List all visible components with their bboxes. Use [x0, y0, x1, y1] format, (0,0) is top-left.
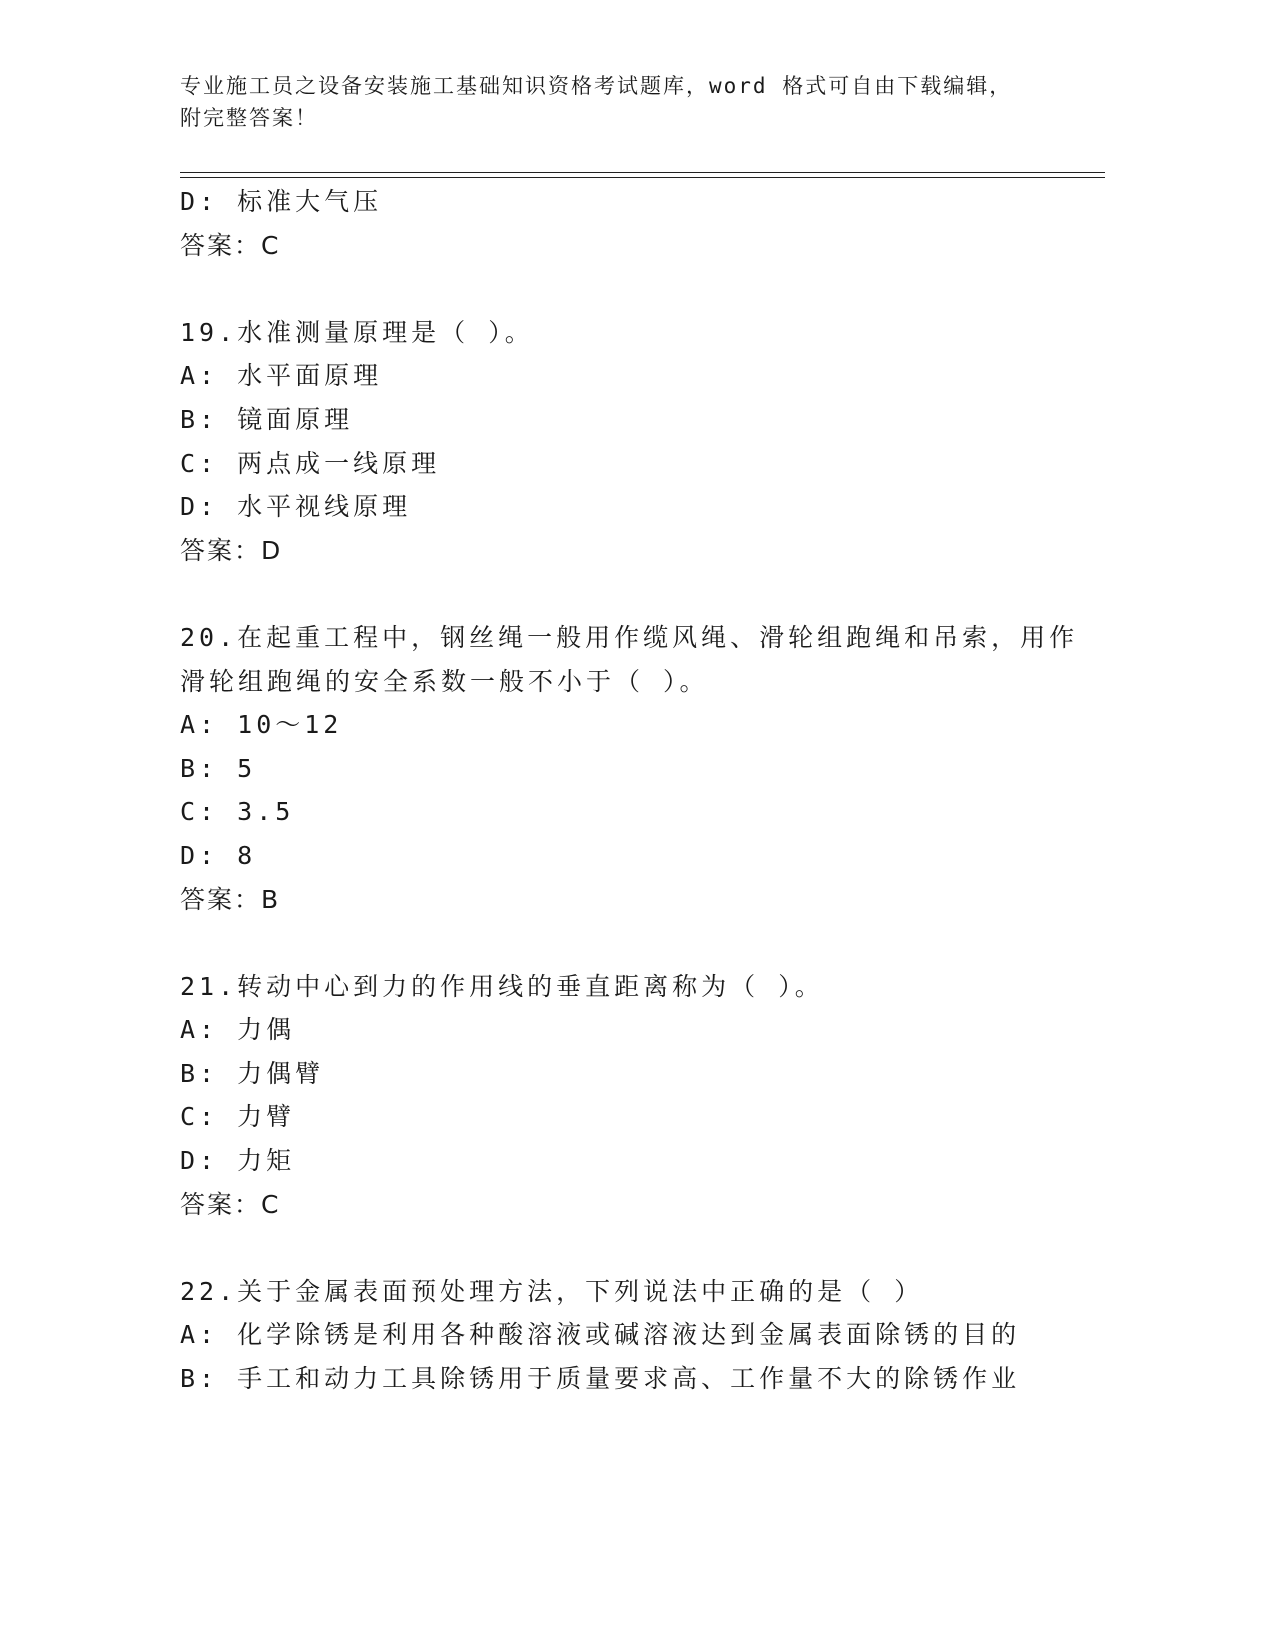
question-stem: 19.水准测量原理是（ ）。: [180, 317, 534, 347]
spacer: [180, 267, 1080, 311]
answer-line: 答案：D: [180, 535, 283, 565]
question-stem: 21.转动中心到力的作用线的垂直距离称为（ ）。: [180, 971, 824, 1001]
option-b: B: 镜面原理: [180, 404, 354, 434]
spacer: [180, 1226, 1080, 1270]
option-a: A: 力偶: [180, 1015, 296, 1045]
option-c: C: 力臂: [180, 1102, 296, 1132]
option-d: D: 标准大气压: [180, 187, 383, 216]
header-divider-top: [180, 172, 1105, 173]
option-a: A: 水平面原理: [180, 361, 383, 391]
option-c: C: 两点成一线原理: [180, 448, 441, 478]
question-21: [180, 965, 1080, 1227]
spacer: [180, 921, 1080, 965]
question-stem: 22.关于金属表面预处理方法，下列说法中正确的是（ ）: [180, 1276, 924, 1306]
option-d: D: 力矩: [180, 1146, 296, 1176]
answer-line: 答案：B: [180, 884, 281, 914]
question-stem-line-2: 滑轮组跑绳的安全系数一般不小于（ ）。: [180, 666, 709, 696]
document-header: [180, 70, 1060, 134]
option-a: A: 化学除锈是利用各种酸溶液或碱溶液达到金属表面除锈的目的: [180, 1320, 1021, 1350]
spacer: [180, 572, 1080, 616]
question-list: [180, 180, 1080, 1401]
option-b: B: 力偶臂: [180, 1058, 325, 1088]
question-22: [180, 1270, 1080, 1401]
option-b: B: 5: [180, 753, 257, 783]
header-line-1: 专业施工员之设备安装施工基础知识资格考试题库，word 格式可自由下载编辑，: [180, 74, 1013, 98]
answer-line: 答案：C: [180, 230, 281, 260]
answer-line: 答案：C: [180, 1189, 281, 1219]
question-19: [180, 311, 1080, 573]
option-d: D: 8: [180, 840, 257, 870]
header-line-2: 附完整答案！: [180, 106, 318, 130]
option-b: B: 手工和动力工具除锈用于质量要求高、工作量不大的除锈作业: [180, 1364, 1021, 1394]
option-a: A: 10～12: [180, 710, 343, 740]
option-d: D: 水平视线原理: [180, 492, 412, 522]
question-stem-line-1: 20.在起重工程中，钢丝绳一般用作缆风绳、滑轮组跑绳和吊索，用作: [180, 622, 1079, 652]
option-c: C: 3.5: [180, 797, 295, 827]
header-divider-bottom: [180, 177, 1105, 178]
question-20: [180, 616, 1080, 921]
